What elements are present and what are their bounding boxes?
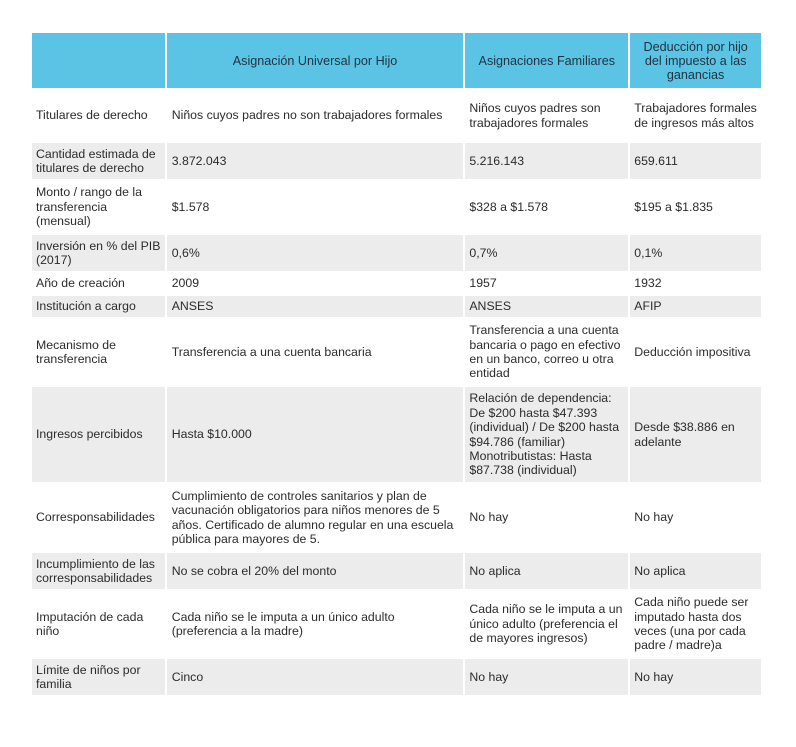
row-label: Límite de niños por familia xyxy=(32,659,165,695)
cell-deduccion: Desde $38.886 en adelante xyxy=(630,387,761,482)
row-label: Año de creación xyxy=(32,273,165,294)
comparison-table xyxy=(30,31,763,697)
row-label: Inversión en % del PIB (2017) xyxy=(32,235,165,271)
cell-auh: 2009 xyxy=(167,273,464,294)
row-label: Titulares de derecho xyxy=(32,90,165,141)
cell-af: Transferencia a una cuenta bancaria o pago en efectivo en un banco, correo u otra entidad xyxy=(465,319,628,385)
cell-auh: 0,6% xyxy=(167,235,464,271)
cell-deduccion: Cada niño puede ser imputado hasta dos veces (una por cada padre / madre)a xyxy=(630,591,761,657)
cell-deduccion: No hay xyxy=(630,659,761,695)
cell-af: No hay xyxy=(465,484,628,551)
cell-deduccion: No hay xyxy=(630,484,761,551)
cell-auh: No se cobra el 20% del monto xyxy=(167,553,464,589)
header-row xyxy=(32,33,761,88)
cell-af: Relación de dependencia: De $200 hasta $47.393 (individual) / De $200 hasta $94.786 (familiar) Monotributistas: Hasta $87.738 (individual) xyxy=(465,387,628,482)
cell-auh: $1.578 xyxy=(167,181,464,233)
cell-deduccion: Trabajadores formales de ingresos más altos xyxy=(630,90,761,141)
table-row xyxy=(32,553,761,589)
table-row xyxy=(32,90,761,141)
table-row xyxy=(32,387,761,482)
row-label: Corresponsabilidades xyxy=(32,484,165,551)
cell-af: Cada niño se le imputa a un único adulto (preferencia el de mayores ingresos) xyxy=(465,591,628,657)
table-row xyxy=(32,591,761,657)
row-label: Ingresos percibidos xyxy=(32,387,165,482)
cell-auh: 3.872.043 xyxy=(167,143,464,179)
table-row xyxy=(32,273,761,294)
cell-deduccion: 659.611 xyxy=(630,143,761,179)
cell-auh: ANSES xyxy=(167,296,464,317)
cell-af: ANSES xyxy=(465,296,628,317)
cell-af: 5.216.143 xyxy=(465,143,628,179)
table-row xyxy=(32,181,761,233)
table-row xyxy=(32,484,761,551)
cell-auh: Cumplimiento de controles sanitarios y plan de vacunación obligatorios para niños menores de 5 años. Certificado de alumno regular en una escuela pública para mayores de 5. xyxy=(167,484,464,551)
cell-auh: Transferencia a una cuenta bancaria xyxy=(167,319,464,385)
row-label: Cantidad estimada de titulares de derecho xyxy=(32,143,165,179)
cell-deduccion: 0,1% xyxy=(630,235,761,271)
header-deduccion-ganancias: Deducción por hijo del impuesto a las ganancias xyxy=(630,33,761,88)
header-asignaciones-familiares: Asignaciones Familiares xyxy=(465,33,628,88)
table-row xyxy=(32,659,761,695)
row-label: Mecanismo de transferencia xyxy=(32,319,165,385)
row-label: Imputación de cada niño xyxy=(32,591,165,657)
header-auh: Asignación Universal por Hijo xyxy=(167,33,464,88)
row-label: Monto / rango de la transferencia (mensual) xyxy=(32,181,165,233)
row-label: Institución a cargo xyxy=(32,296,165,317)
cell-deduccion: $195 a $1.835 xyxy=(630,181,761,233)
cell-auh: Niños cuyos padres no son trabajadores formales xyxy=(167,90,464,141)
row-label: Incumplimiento de las corresponsabilidades xyxy=(32,553,165,589)
cell-deduccion: 1932 xyxy=(630,273,761,294)
table-row xyxy=(32,143,761,179)
header-empty xyxy=(32,33,165,88)
cell-auh: Hasta $10.000 xyxy=(167,387,464,482)
table-row xyxy=(32,296,761,317)
cell-deduccion: Deducción impositiva xyxy=(630,319,761,385)
cell-af: $328 a $1.578 xyxy=(465,181,628,233)
cell-af: Niños cuyos padres son trabajadores formales xyxy=(465,90,628,141)
table-row xyxy=(32,319,761,385)
table-row xyxy=(32,235,761,271)
cell-deduccion: AFIP xyxy=(630,296,761,317)
cell-auh: Cinco xyxy=(167,659,464,695)
cell-auh: Cada niño se le imputa a un único adulto (preferencia a la madre) xyxy=(167,591,464,657)
cell-af: No hay xyxy=(465,659,628,695)
cell-af: 1957 xyxy=(465,273,628,294)
cell-af: No aplica xyxy=(465,553,628,589)
cell-deduccion: No aplica xyxy=(630,553,761,589)
cell-af: 0,7% xyxy=(465,235,628,271)
